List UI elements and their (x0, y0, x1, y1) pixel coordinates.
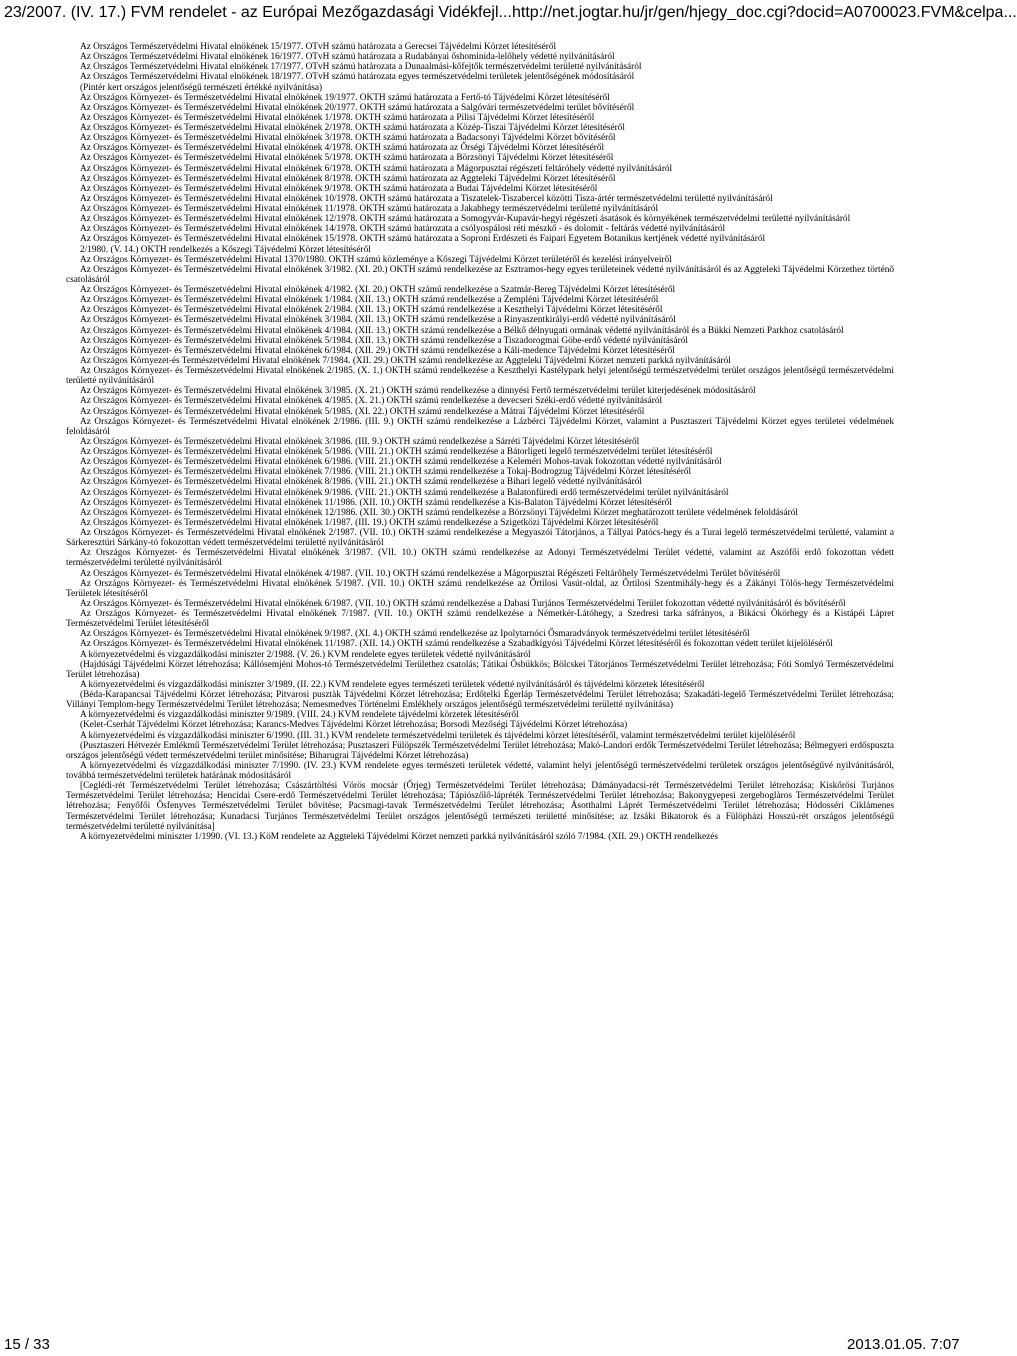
page-number: 15 / 33 (4, 1336, 50, 1353)
regulation-entry: A környezetvédelmi és vízgazdálkodási miniszter 9/1989. (VIII. 24.) KVM rendelete tájvédelmi körzetek létesítéséről (80, 710, 519, 721)
regulation-entry: Az Országos Környezet- és Természetvédelmi Hivatal elnökének 2/1987. (VII. 10.) OKTH számú rendelkezése a Megyaszói Tátorjános, a Tállyai Patócs-hegy és a Turai legelő természetvédelmi területté, valamint a Sárkeresztúri Sárkány-tó fokozottan védett természetvédelmi területté nyilvánításáról (66, 528, 894, 549)
regulation-entry: Az Országos Környezet- és Természetvédelmi Hivatal elnökének 2/1985. (X. 1.) OKTH számú rendelkezése a Keszthelyi Kastélypark helyi jelentőségű természetvédelmi terület országos jelentőségű természetvédelmi területté nyilvánításáról (66, 366, 894, 387)
regulation-entry: Az Országos Környezet- és Természetvédelmi Hivatal elnökének 3/1985. (X. 21.) OKTH számú rendelkezése a dinnyési Fertő természetvédelmi terület kiterjedésének módosításáról (80, 386, 756, 397)
regulation-entry: Az Országos Környezet- és Természetvédelmi Hivatal elnökének 9/1978. OKTH számú határozata a Budai Tájvédelmi Körzet létesítéséről (80, 183, 598, 194)
regulation-entry: Az Országos Környezet- és Természetvédelmi Hivatal elnökének 7/1987. (VII. 10.) OKTH számú rendelkezése a Németkér-Látóhegy, a Szedresi tarka sáfrányos, a Bikácsi Ökörhegy és a Kistápéi Lápret Természetvédelmi Terület létesítéséről (66, 609, 894, 630)
regulation-entry: Az Országos Környezet- és Természetvédelmi Hivatal elnökének 2/1978. OKTH számú határozata a Közép-Tiszai Tájvédelmi Körzet létesítéséről (80, 123, 625, 133)
regulation-entry: (Pusztaszeri Hétvezér Emlékmű Természetvédelmi Terület létrehozása; Pusztaszeri Fülöpszék Természetvédelmi Terület létrehozása; Makó-Landori erdők Természetvédelmi Terület létrehozása; Bélmegyeri erdőspuszta országos jelentőségű védett természetvédelmi terület minősítése; Biharugrai Tájvédelmi Körzet létrehozása) (66, 740, 894, 761)
regulation-entry: A környezetvédelmi miniszter 1/1990. (VI. 13.) KöM rendelete az Aggteleki Tájvédelmi Körzet nemzeti parkká nyilvánításáról szóló 7/1984. (XII. 29.) OKTH rendelkezés (80, 831, 719, 842)
regulation-entry: Az Országos Környezet- és Természetvédelmi Hivatal elnökének 11/1987. (XII. 14.) OKTH számú rendelkezése a Szabadkígyósi Tájvédelmi Körzet létesítéséről és fokozottan védett terület kijelöléséről (80, 639, 833, 650)
regulation-entry: Az Országos Környezet- és Természetvédelmi Hivatal elnökének 5/1987. (VII. 10.) OKTH számú rendelkezése az Őrtilosi Vasút-oldal, az Őrtilosi Szentmihály-hegy és a Zákányi Tölös-hegy Természetvédelmi Területek létesítéséről (66, 578, 894, 599)
regulation-entry: Az Országos Környezet- és Természetvédelmi Hivatal elnökének 12/1978. OKTH számú határozata a Somogyvár-Kupavár-hegyi régészeti ásatások és környékének természetvédelmi területté nyilvánításáról (80, 214, 851, 225)
regulation-entry: Az Országos Környezet- és Természetvédelmi Hivatal elnökének 14/1978. OKTH számú határozata a csólyospálosi réti mészkő - és dolomit - feltárás védetté nyilvánításáról (80, 224, 726, 235)
regulation-entry: Az Országos Környezet- és Természetvédelmi Hivatal elnökének 6/1987. (VII. 10.) OKTH számú rendelkezése a Dabasi Turjános Természetvédelmi Terület fokozottan védetté nyilvánításáról és bővítéséről (80, 598, 846, 609)
regulation-entry: 2/1980. (V. 14.) OKTH rendelkezés a Kőszegi Tájvédelmi Körzet létesítéséről (80, 244, 371, 255)
document-body (66, 42, 894, 842)
regulation-entry: Az Országos Környezet- és Természetvédelmi Hivatal elnökének 1/1987. (III. 19.) OKTH számú rendelkezése a Szigetközi Tájvédelmi Körzet létesítéséről (80, 517, 659, 528)
regulation-entry: Az Országos Környezet- és Természetvédelmi Hivatal elnökének 5/1984. (XII. 13.) OKTH számú rendelkezése a Tiszadorogmai Göbe-erdő védetté nyilvánításáról (80, 335, 688, 346)
regulation-entry: Az Országos Környezet- és Természetvédelmi Hivatal elnökének 5/1986. (VIII. 21.) OKTH számú rendelkezése a Bátorligeti legelő természetvédelmi terület létesítéséről (80, 447, 713, 457)
regulation-entry: Az Országos Környezet- és Természetvédelmi Hivatal 1370/1980. OKTH számú közleménye a Kőszegi Tájvédelmi Körzet területéről és kezelési irányelveiről (80, 254, 672, 265)
regulation-entry: A környezetvédelmi és vízgazdálkodási miniszter 6/1990. (III. 31.) KVM rendelete természetvédelmi területek és tájvédelmi körzet létesítéséről, valamint természetvédelmi terület kijelöléséről (80, 730, 796, 741)
regulation-entry: Az Országos Környezet- és Természetvédelmi Hivatal elnökének 7/1986. (VIII. 21.) OKTH számú rendelkezése a Tokaj-Bodrogzug Tájvédelmi Körzet létesítéséről (80, 467, 692, 478)
regulation-entry: (Kelet-Cserhát Tájvédelmi Körzet létrehozása; Karancs-Medves Tájvédelmi Körzet létrehozása; Borsodi Mezőségi Tájvédelmi Körzet létrehozása) (80, 720, 628, 731)
regulation-entry: Az Országos Környezet- és Természetvédelmi Hivatal elnökének 2/1984. (XII. 13.) OKTH számú rendelkezése a Keszthelyi Tájvédelmi Körzet létesítéséről (80, 305, 663, 316)
regulation-entry: Az Országos Környezet- és Természetvédelmi Hivatal elnökének 6/1984. (XII. 29.) OKTH számú rendelkezése a Káli-medence Tájvédelmi Körzet létesítéséről (80, 345, 675, 356)
regulation-entry: Az Országos Környezet- és Természetvédelmi Hivatal elnökének 4/1978. OKTH számú határozata az Őrségi Tájvédelmi Körzet létesítéséről (80, 143, 605, 154)
regulation-entry: Az Országos Természetvédelmi Hivatal elnökének 18/1977. OTvH számú határozata egyes természetvédelmi területek jelentőségének módosításáról (80, 72, 635, 83)
regulation-entry: Az Országos Környezet- és Természetvédelmi Hivatal elnökének 5/1978. OKTH számú határozata a Börzsönyi Tájvédelmi Körzet létesítéséről (80, 153, 614, 164)
regulation-entry: Az Országos Környezet- és Természetvédelmi Hivatal elnökének 4/1985. (X. 21.) OKTH számú rendelkezése a devecseri Széki-erdő védetté nyilvánításáról (80, 396, 663, 407)
regulation-entry: Az Országos Környezet- és Természetvédelmi Hivatal elnökének 19/1977. OKTH számú határozata a Fertő-tó Tájvédelmi Körzet létesítéséről (80, 92, 610, 103)
document-url: http://net.jogtar.hu/jr/gen/hjegy_doc.cgi?docid=A0700023.FVM&celpa... (512, 4, 1017, 21)
regulation-entry: (Hajdúsági Tájvédelmi Körzet létrehozása; Kállósemjéni Mohos-tó Természetvédelmi Területhez csatolás; Tátikai Ősbükkös; Bölcskei Tátorjános Természetvédelmi Terület létrehozása; Fóti Somlyó Természetvédelmi Terület létrehozása) (66, 659, 894, 680)
regulation-entry: Az Országos Természetvédelmi Hivatal elnökének 17/1977. OTvH számú határozata a Dunaalmási-kőfejtők természetvédelmi területté nyilvánításáról (80, 62, 642, 73)
document-title: 23/2007. (IV. 17.) FVM rendelet - az Európai Mezőgazdasági Vidékfejl... (4, 4, 512, 21)
regulation-entry: Az Országos Természetvédelmi Hivatal elnökének 15/1977. OTvH számú határozata a Gerecsei Tájvédelmi Körzet létesítéséről (80, 42, 557, 52)
regulation-entry: Az Országos Környezet- és Természetvédelmi Hivatal elnökének 11/1986. (XII. 10.) OKTH számú rendelkezése a Kis-Balaton Tájvédelmi Körzet létesítéséről (80, 497, 672, 508)
regulation-entry: Az Országos Környezet- és Természetvédelmi Hivatal elnökének 10/1978. OKTH számú határozata a Tiszatelek-Tiszabercel közötti Tisza-ártér természetvédelmi területté nyilvánításáról (80, 193, 773, 204)
regulation-entry: Az Országos Környezet- és Természetvédelmi Hivatal elnökének 8/1986. (VIII. 21.) OKTH számú rendelkezése a Bihari legelő védetté nyilvánításáról (80, 477, 642, 488)
regulation-entry: Az Országos Környezet- és Természetvédelmi Hivatal elnökének 4/1982. (XI. 20.) OKTH számú rendelkezése a Szatmár-Bereg Tájvédelmi Körzet létesítéséről (80, 285, 676, 295)
regulation-entry: Az Országos Környezet- és Természetvédelmi Hivatal elnökének 3/1986. (III. 9.) OKTH számú rendelkezése a Sárréti Tájvédelmi Körzet létesítéséről (80, 436, 640, 447)
regulation-entry: [Ceglédi-rét Természetvédelmi Terület létrehozása; Császártöltési Vörös mocsár (Őrjeg) Természetvédelmi Terület létrehozása; Dámányadacsi-rét Természetvédelmi Terület létrehozása; Kiskőrösi Turjános Természetvédelmi Terület létrehozása; Hencidai Csere-erdő Természetvédelmi Terület létrehozása; Tápiószőlő-lápréték Természetvédelmi Terület létrehozása; Bakonygyepesi zergeboglàros Természetvédelmi Terület létrehozása; Fenyőfői Ősfenyves Természetvédelmi Terület bővítése; Pacsmagi-tavak Természetvédelmi Terület létrehozása; Ásotthalmi Láprét Természetvédelmi Terület létrehozása; Hódosséri Ciklámenes Természetvédelmi Terület létrehozása; Kunadacsi Turjános Természetvédelmi Terület országos jelentőségű természeti területté minősítése; az Izsáki Bikatorok és a Fülöpházi Hosszú-rét országos jelentőségű természetvédelmi területté nyilvánítása] (66, 781, 894, 832)
regulation-entry: Az Országos Környezet- és Természetvédelmi Hivatal elnökének 20/1977. OKTH számú határozata a Salgóvári természetvédelmi terület bővítéséről (80, 102, 635, 113)
regulation-entry: Az Országos Környezet- és Természetvédelmi Hivatal elnökének 9/1986. (VIII. 21.) OKTH számú rendelkezése a Balatonfüredi erdő természetvédelmi terület nyilvánításáról (80, 487, 729, 498)
regulation-entry: A környezetvédelmi és vízgazdálkodási miniszter 7/1990. (IV. 23.) KVM rendelete egyes természeti területek védetté, valamint helyi jelentőségű természetvédelmi területek országos jelentőségűvé nyilvánításáról, továbbá természetvédelmi területek határának módosításáról (66, 760, 894, 781)
regulation-entry: A környezetvédelmi és vízgazdálkodási miniszter 3/1989. (II. 22.) KVM rendelete egyes természeti területek védetté nyilvánításáról és tájvédelmi körzetek létesítéséről (80, 679, 705, 690)
regulation-entry: Az Országos Környezet- és Természetvédelmi Hivatal elnökének 12/1986. (XII. 30.) OKTH számú rendelkezése a Börzsönyi Tájvédelmi Körzet meghatározott területe védelmének feloldásáról (80, 507, 798, 518)
regulation-entry: Az Országos Természetvédelmi Hivatal elnökének 16/1977. OTvH számú határozata a Rudabányai őshominida-lelőhely védetté nyilvánításáról (80, 52, 615, 63)
regulation-entry: Az Országos Környezet- és Természetvédelmi Hivatal elnökének 3/1987. (VII. 10.) OKTH számú rendelkezése az Adonyi Természetvédelmi Terület védetté, valamint az Aszófői erdő fokozottan védett természetvédelmi területté nyilvánításáról (66, 548, 894, 569)
regulation-entry: Az Országos Környezet- és Természetvédelmi Hivatal elnökének 4/1984. (XII. 13.) OKTH számú rendelkezése a Bélkő délnyugati ormának védetté nyilvánításáról és a Bükki Nemzeti Parkhoz csatolásáról (80, 325, 844, 336)
regulation-entry: Az Országos Környezet-és Természetvédelmi Hivatal elnökének 7/1984. (XII. 29.) OKTH számú rendelkezése az Aggteleki Tájvédelmi Körzet nemzeti parkká nyilvánításáról (80, 355, 731, 366)
regulation-entry: Az Országos Környezet- és Természetvédelmi Hivatal elnökének 15/1978. OKTH számú határozata a Soproni Erdészeti és Faipari Egyetem Botanikus kertjének védetté nyilvánításáról (80, 234, 766, 245)
regulation-entry: (Pintér kert országos jelentőségű természeti értékké nyilvánítása) (80, 82, 323, 93)
regulation-entry: Az Országos Környezet- és Természetvédelmi Hivatal elnökének 3/1978. OKTH számú határozata a Badacsonyi Tájvédelmi Körzet bővítéséről (80, 133, 616, 144)
regulation-entry: Az Országos Környezet- és Természetvédelmi Hivatal elnökének 11/1978. OKTH számú határozata a Jakabhegy természetvédelmi területté nyilvánításáról (80, 204, 659, 214)
browser-print-header (0, 0, 1017, 30)
print-datetime: 2013.01.05. 7:07 (847, 1336, 960, 1353)
regulation-entry: Az Országos Környezet- és Természetvédelmi Hivatal elnökének 8/1978. OKTH számú határozata az Aggteleki Tájvédelmi Körzet létesítéséről (80, 173, 616, 184)
regulation-entry: Az Országos Környezet- és Természetvédelmi Hivatal elnökének 4/1987. (VII. 10.) OKTH számú rendelkezése a Mágorpusztai Régészeti Feltárőhely Természetvédelmi Terület bővítéséről (80, 568, 781, 579)
regulation-entry: Az Országos Környezet- és Természetvédelmi Hivatal elnökének 3/1984. (XII. 13.) OKTH számú rendelkezése a Rinyaszentkirályi-erdő védetté nyilvánításáról (80, 315, 676, 326)
regulation-entry: Az Országos Környezet- és Természetvédelmi Hivatal elnökének 1/1978. OKTH számú határozata a Pilisi Tájvédelmi Körzet létesítéséről (80, 112, 595, 123)
regulation-entry: (Béda-Karapancsai Tájvédelmi Körzet létrehozása; Pitvarosi pusztàk Tájvédelmi Körzet létrehozása; Erdőtelki Égerláp Természetvédelmi Terület létrehozása; Szakadáti-legelő Természetvédelmi Terület létrehozása; Villányi Templom-hegy Természetvédelmi Terület létrehozása; Nemesmedves Történelmi Emlékhely országos jelentőségű természetvédelmi területté nyilvánítása) (66, 690, 894, 711)
regulation-entry: Az Országos Környezet- és Természetvédelmi Hivatal elnökének 5/1985. (XI. 22.) OKTH számú rendelkezése a Mátrai Tájvédelmi Körzet létesítéséről (80, 406, 645, 417)
regulation-entry: Az Országos Környezet- és Természetvédelmi Hivatal elnökének 3/1982. (XI. 20.) OKTH számú rendelkezése az Esztramos-hegy egyes területeinek védetté nyilvánításáról és az Aggteleki Tájvédelmi Körzethez történő csatolásáról (66, 264, 894, 285)
regulation-entry: Az Országos Környezet- és Természetvédelmi Hivatal elnökének 2/1986. (III. 9.) OKTH számú rendelkezése a Lázbérci Tájvédelmi Körzet, valamint a Pusztaszeri Tájvédelmi Körzet egyes területei védelmének feloldásáról (66, 416, 894, 437)
regulation-entry: Az Országos Környezet- és Természetvédelmi Hivatal elnökének 9/1987. (XI. 4.) OKTH számú rendelkezése az Ipolytarnóci Ősmaradványok természetvédelmi terület létesítéséről (80, 629, 750, 640)
regulation-entry: Az Országos Környezet- és Természetvédelmi Hivatal elnökének 1/1984. (XII. 13.) OKTH számú rendelkezése a Zempléni Tájvédelmi Körzet létesítéséről (80, 295, 659, 306)
regulation-entry: A környezetvédelmi és vízgazdálkodási miniszter 2/1988. (V. 26.) KVM rendelete egyes területek védetté nyilvánításáról (80, 649, 531, 660)
regulation-entry: Az Országos Környezet- és Természetvédelmi Hivatal elnökének 6/1978. OKTH számú határozata a Mágorpusztai régészeti feltáróhely védetté nyilvánításáról (80, 163, 673, 174)
regulation-entry: Az Országos Környezet- és Természetvédelmi Hivatal elnökének 6/1986. (VIII. 21.) OKTH számú rendelkezése a Keleméri Mohos-tavak fokozottan védetté nyilvánításáról (80, 457, 722, 468)
